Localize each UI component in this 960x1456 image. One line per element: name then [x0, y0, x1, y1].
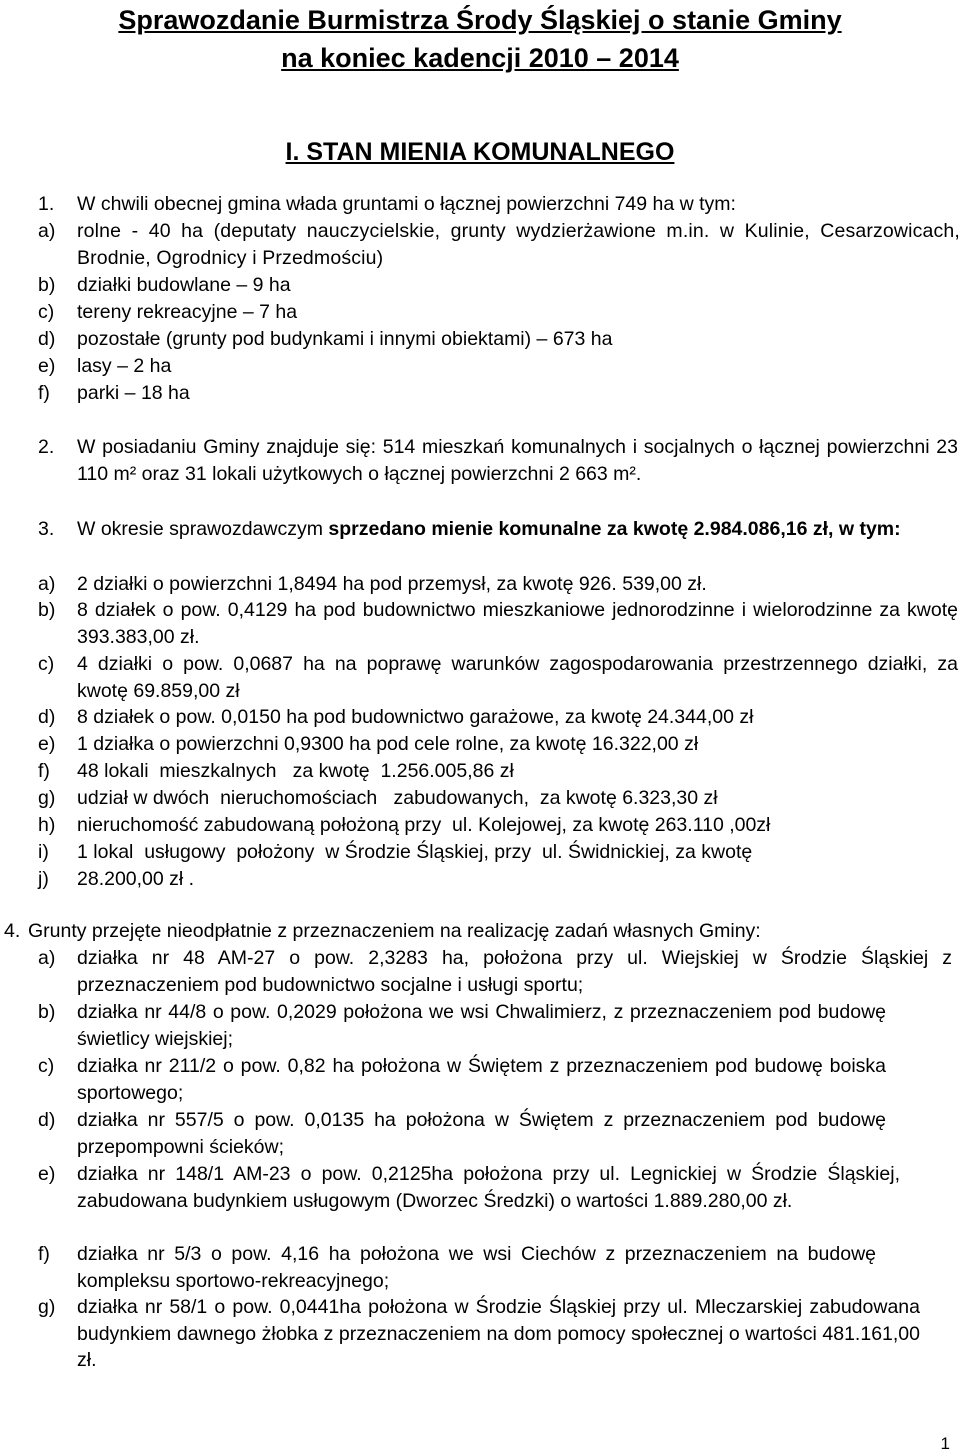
list-item-label: e) [38, 355, 56, 377]
list-item-label: d) [38, 328, 56, 350]
document-title-line-1: Sprawozdanie Burmistrza Środy Śląskiej o stanie Gminy [118, 5, 842, 35]
paragraph-1-text: W chwili obecnej gmina włada gruntami o łącznej powierzchni 749 ha w tym: [77, 193, 736, 215]
list-item-text: działka nr 5/3 o pow. 4,16 ha położona we wsi Ciechów z przeznaczeniem na budowę kompleksu sportowo-rekreacyjnego; [77, 1243, 876, 1292]
paragraph-1-number: 1. [38, 193, 55, 215]
list-item-text: rolne - 40 ha (deputaty nauczycielskie, grunty wydzierżawione m.in. w Kulinie, Cesarzowicach, Brodnie, Ogrodnicy i Przedmościu) [77, 220, 960, 269]
list-item-text: tereny rekreacyjne – 7 ha [77, 301, 298, 323]
list-item-text: działka nr 557/5 o pow. 0,0135 ha położona w Świętem z przeznaczeniem pod budowę przepompowni ścieków; [77, 1109, 886, 1158]
list-item-label: b) [38, 1001, 56, 1023]
list-item-label: a) [38, 573, 56, 595]
list-item-label: g) [38, 1296, 56, 1318]
list-item-text: lasy – 2 ha [77, 355, 172, 377]
list-item-text: działka nr 48 AM-27 o pow. 2,3283 ha, położona przy ul. Wiejskiej w Środzie Śląskiej z przeznaczeniem pod budownictwo socjalne i usługi sportu; [77, 947, 952, 996]
list-item-text: 2 działki o powierzchni 1,8494 ha pod przemysł, za kwotę 926. 539,00 zł. [77, 573, 707, 595]
list-item-label: e) [38, 1163, 56, 1185]
list-item-label: f) [38, 382, 50, 404]
list-item-label: d) [38, 706, 56, 728]
paragraph-3-text [77, 516, 958, 543]
page-number: 1 [940, 1434, 950, 1453]
list-item-text: 4 działki o pow. 0,0687 ha na poprawę warunków zagospodarowania przestrzennego działki, za kwotę 69.859,00 zł [77, 653, 958, 702]
list-item-text: 8 działek o pow. 0,0150 ha pod budownictwo garażowe, za kwotę 24.344,00 zł [77, 706, 754, 728]
list-item-label: c) [38, 653, 55, 675]
list-item-text: 1 działka o powierzchni 0,9300 ha pod cele rolne, za kwotę 16.322,00 zł [77, 733, 699, 755]
list-item-label: a) [38, 220, 56, 242]
list-item-label: c) [38, 301, 55, 323]
list-item-text: działka nr 58/1 o pow. 0,0441ha położona w Środzie Śląskiej przy ul. Mleczarskiej zabudowana budynkiem dawnego żłobka z przeznaczeniem na dom pomocy społecznej o wartości 481.161,00 zł. [77, 1296, 920, 1371]
list-item-label: b) [38, 274, 56, 296]
paragraph-3-number: 3. [38, 518, 55, 540]
list-item-text: działki budowlane – 9 ha [77, 274, 291, 296]
list-item-text: pozostałe (grunty pod budynkami i innymi obiektami) – 673 ha [77, 328, 613, 350]
list-item-label: e) [38, 733, 56, 755]
list-item-label: a) [38, 947, 56, 969]
list-item-text: 48 lokali mieszkalnych za kwotę 1.256.005,86 zł [77, 760, 514, 782]
list-item-text: działka nr 211/2 o pow. 0,82 ha położona w Świętem z przeznaczeniem pod budowę boiska sportowego; [77, 1055, 886, 1104]
list-item-text: działka nr 148/1 AM-23 o pow. 0,2125ha położona przy ul. Legnickiej w Środzie Śląskiej, zabudowana budynkiem usługowym (Dworzec Średzki) o wartości 1.889.280,00 zł. [77, 1163, 900, 1212]
paragraph-4-number: 4. [4, 920, 21, 942]
paragraph-3-text-plain: W okresie sprawozdawczym [77, 518, 329, 540]
list-item-label: f) [38, 760, 50, 782]
list-item-label: h) [38, 814, 56, 836]
paragraph-3-text-bold: sprzedano mienie komunalne za kwotę 2.984.086,16 zł, w tym: [328, 518, 901, 540]
list-item-text: 8 działek o pow. 0,4129 ha pod budownictwo mieszkaniowe jednorodzinne i wielorodzinne za kwotę 393.383,00 zł. [77, 599, 958, 648]
section-heading: I. STAN MIENIA KOMUNALNEGO [285, 138, 675, 166]
list-item-label: c) [38, 1055, 55, 1077]
paragraph-4-text: Grunty przejęte nieodpłatnie z przeznaczeniem na realizację zadań własnych Gminy: [28, 920, 761, 942]
paragraph-2-number: 2. [38, 436, 55, 458]
list-item-label: b) [38, 599, 56, 621]
paragraph-2-text: W posiadaniu Gminy znajduje się: 514 mieszkań komunalnych i socjalnych o łącznej powierzchni 23 110 m² oraz 31 lokali użytkowych o łącznej powierzchni 2 663 m². [77, 436, 958, 485]
list-item-text: działka nr 44/8 o pow. 0,2029 położona we wsi Chwalimierz, z przeznaczeniem pod budowę świetlicy wiejskiej; [77, 1001, 886, 1050]
list-item-label: f) [38, 1243, 50, 1265]
list-item-label: i) [38, 841, 49, 863]
list-item-text: nieruchomość zabudowaną położoną przy ul. Kolejowej, za kwotę 263.110 ,00zł [77, 814, 771, 836]
list-item-label: d) [38, 1109, 56, 1131]
list-item-label: g) [38, 787, 56, 809]
list-item-text: udział w dwóch nieruchomościach zabudowanych, za kwotę 6.323,30 zł [77, 787, 718, 809]
list-item-text: 28.200,00 zł . [77, 868, 195, 890]
list-item-label: j) [38, 868, 49, 890]
list-item-text: 1 lokal usługowy położony w Środzie Śląskiej, przy ul. Świdnickiej, za kwotę [77, 841, 753, 863]
list-item-text: parki – 18 ha [77, 382, 190, 404]
document-title-line-2: na koniec kadencji 2010 – 2014 [281, 43, 679, 73]
